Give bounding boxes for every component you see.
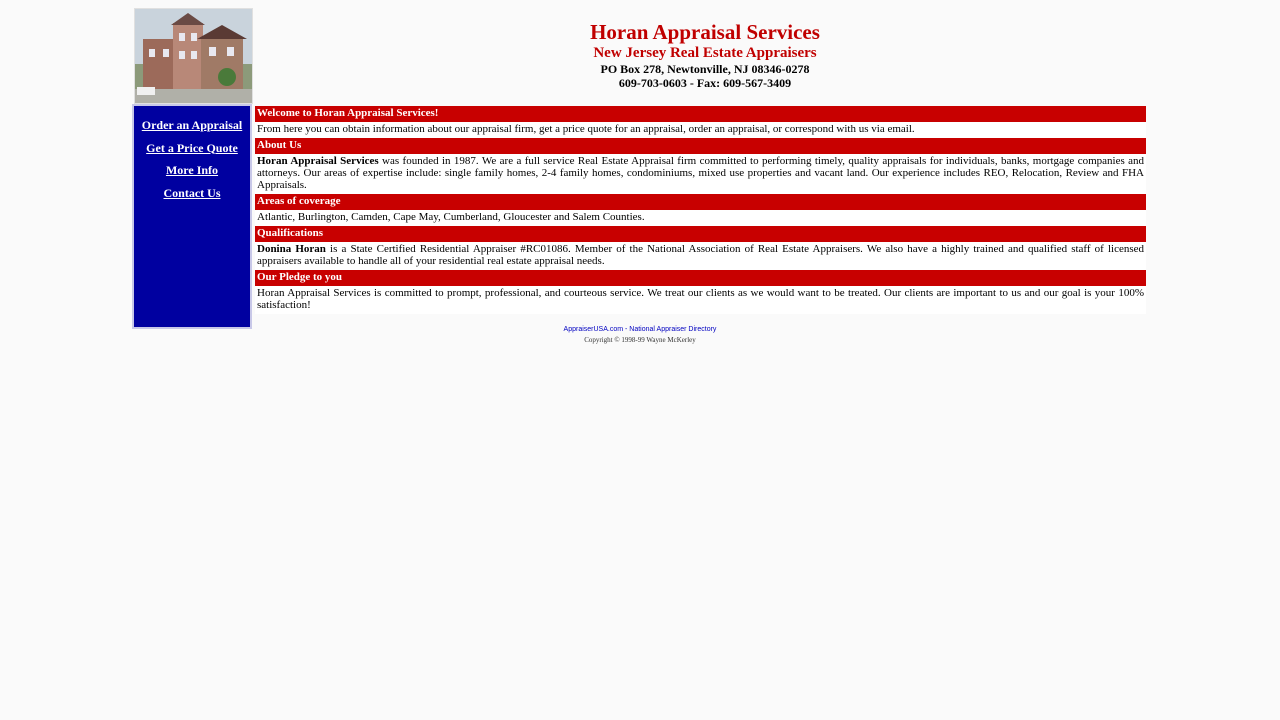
footer xyxy=(132,318,1148,345)
section-text: Atlantic, Burlington, Camden, Cape May, Cumberland, Gloucester and Salem Counties. xyxy=(257,211,645,223)
section-body-qualifications xyxy=(255,242,1146,270)
nav-contact-us[interactable]: Contact Us xyxy=(163,185,221,200)
site-subtitle: New Jersey Real Estate Appraisers xyxy=(593,45,817,61)
page xyxy=(132,8,1148,344)
section-text: From here you can obtain information about our appraisal firm, get a price quote for an appraisal, order an appraisal, or correspond with us via email. xyxy=(257,123,915,135)
postal-address: PO Box 278, Newtonville, NJ 08346-0278 xyxy=(600,62,810,76)
header-text xyxy=(262,20,1148,90)
section-body-coverage xyxy=(255,210,1146,226)
directory-link[interactable]: AppraiserUSA.com - National Appraiser Directory xyxy=(563,326,717,333)
site-title: Horan Appraisal Services xyxy=(590,20,820,44)
sidebar-nav xyxy=(132,104,252,329)
section-heading-about: About Us xyxy=(255,138,1146,154)
house-photo xyxy=(134,8,253,104)
section-heading-coverage: Areas of coverage xyxy=(255,194,1146,210)
section-lead: Donina Horan xyxy=(257,243,326,255)
phone-fax: 609-703-0603 - Fax: 609-567-3409 xyxy=(618,76,792,90)
section-body-pledge xyxy=(255,286,1146,314)
copyright: Copyright © 1998-99 Wayne McKerley xyxy=(584,336,696,344)
section-text: is a State Certified Residential Appraiser #RC01086. Member of the National Association of Real Estate Appraisers. We also have a highly trained and qualified staff of licensed appraisers available to handle all of your residential real estate appraisal needs. xyxy=(257,243,1144,267)
header xyxy=(132,8,1148,104)
section-text: was founded in 1987. We are a full service Real Estate Appraisal firm committed to performing timely, quality appraisals for individuals, banks, mortgage companies and attorneys. Our areas of expertise include: single family homes, 2-4 family homes, condominiums, mixed use properties and vacant land. Our experience includes REO, Relocation, Review and FHA Appraisals. xyxy=(257,155,1145,191)
main-content xyxy=(255,106,1146,314)
section-text: Horan Appraisal Services is committed to prompt, professional, and courteous service. We treat our clients as we would want to be treated. Our clients are important to us and our goal is your 100% satisfaction! xyxy=(257,287,1144,311)
nav-order-appraisal[interactable]: Order an Appraisal xyxy=(141,118,243,132)
nav-more-info[interactable]: More Info xyxy=(165,163,219,177)
section-body-welcome xyxy=(255,122,1146,138)
nav-price-quote[interactable]: Get a Price Quote xyxy=(146,140,238,155)
section-heading-welcome: Welcome to Horan Appraisal Services! xyxy=(255,106,1146,122)
section-lead: Horan Appraisal Services xyxy=(257,155,379,167)
section-body-about xyxy=(255,154,1146,194)
section-heading-pledge: Our Pledge to you xyxy=(255,270,1146,286)
section-heading-qualifications: Qualifications xyxy=(255,226,1146,242)
